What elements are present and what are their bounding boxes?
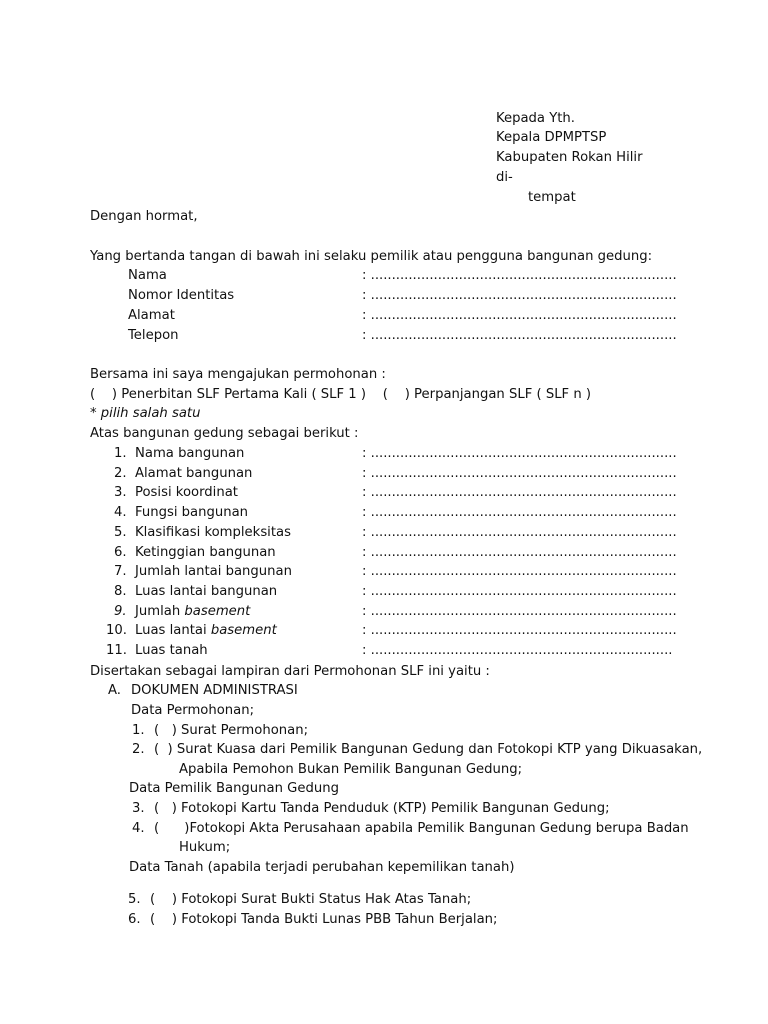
building-item-label-text: Ketinggian bangunan bbox=[135, 545, 276, 560]
building-item-value: : ......................................................................... bbox=[362, 584, 677, 599]
building-item-label-text: Alamat bangunan bbox=[135, 466, 253, 481]
field-label-nomor-identitas: Nomor Identitas bbox=[128, 288, 235, 303]
recipient-line-2: Kepala DPMPTSP bbox=[496, 130, 607, 145]
request-note bbox=[90, 406, 200, 422]
building-item-value: : ......................................................................... bbox=[362, 623, 677, 638]
building-item-num: 7. bbox=[114, 564, 127, 579]
building-item-num: 5. bbox=[114, 525, 127, 540]
item2-num: 2. bbox=[132, 742, 145, 757]
building-item-label bbox=[135, 623, 277, 639]
building-item-num: 8. bbox=[114, 584, 127, 599]
building-item-label bbox=[135, 466, 252, 482]
building-item-label-text: Nama bangunan bbox=[135, 446, 245, 461]
item4-text: ( )Fotokopi Akta Perusahaan apabila Pemilik Bangunan Gedung berupa Badan bbox=[154, 821, 689, 836]
building-item-label-text: Posisi koordinat bbox=[135, 485, 238, 500]
building-item-value: : ......................................................................... bbox=[362, 485, 677, 500]
building-item-label bbox=[135, 485, 238, 501]
building-item-value: : ......................................................................... bbox=[362, 525, 677, 540]
building-item-value: : ......................................................................... bbox=[362, 446, 677, 461]
note-star: * bbox=[90, 406, 101, 421]
building-item-value: : ......................................................................... bbox=[362, 545, 677, 560]
item1-text: ( ) Surat Permohonan; bbox=[154, 723, 309, 738]
request-options: ( ) Penerbitan SLF Pertama Kali ( SLF 1 ) ( ) Perpanjangan SLF ( SLF n ) bbox=[90, 387, 592, 402]
building-item-value: : ......................................................................... bbox=[362, 505, 677, 520]
building-item-label bbox=[135, 525, 291, 541]
item3-num: 3. bbox=[132, 801, 145, 816]
building-item-value: : ......................................................................... bbox=[362, 564, 677, 579]
building-item-num: 3. bbox=[114, 485, 127, 500]
building-item-label bbox=[135, 446, 244, 462]
building-item-value: : ......................................................................... bbox=[362, 604, 677, 619]
item5-num: 5. bbox=[128, 892, 141, 907]
field-label-alamat: Alamat bbox=[128, 308, 175, 323]
group3-title: Data Tanah (apabila terjadi perubahan kepemilikan tanah) bbox=[129, 860, 515, 875]
item6-num: 6. bbox=[128, 912, 141, 927]
building-item-label-text: Luas tanah bbox=[135, 643, 208, 658]
building-item-num: 6. bbox=[114, 545, 127, 560]
field-value-alamat: : ......................................................................... bbox=[362, 308, 677, 323]
item5-text: ( ) Fotokopi Surat Bukti Status Hak Atas Tanah; bbox=[150, 892, 472, 907]
building-item-label-text: Luas lantai bangunan bbox=[135, 584, 278, 599]
field-value-telepon: : ......................................................................... bbox=[362, 328, 677, 343]
building-item-num: 11. bbox=[106, 643, 127, 658]
building-item-num: 9. bbox=[114, 604, 127, 619]
building-item-label-italic: basement bbox=[210, 623, 277, 638]
building-item-value: : ........................................................................ bbox=[362, 643, 673, 658]
building-item-label-text: Luas lantai bbox=[135, 623, 211, 638]
intro-text: Yang bertanda tangan di bawah ini selaku pemilik atau pengguna bangunan gedung: bbox=[90, 249, 653, 264]
section-a-title: DOKUMEN ADMINISTRASI bbox=[131, 683, 298, 698]
item2-cont: Apabila Pemohon Bukan Pemilik Bangunan Gedung; bbox=[179, 762, 523, 777]
field-label-nama: Nama bbox=[128, 268, 167, 283]
building-intro: Atas bangunan gedung sebagai berikut : bbox=[90, 426, 359, 441]
field-label-telepon: Telepon bbox=[128, 328, 179, 343]
building-item-label-text: Klasifikasi kompleksitas bbox=[135, 525, 291, 540]
building-item-num: 1. bbox=[114, 446, 127, 461]
section-a-num: A. bbox=[108, 683, 121, 698]
building-item-label bbox=[135, 564, 292, 580]
recipient-line-5: tempat bbox=[528, 190, 576, 205]
recipient-line-1: Kepada Yth. bbox=[496, 111, 575, 126]
building-item-label bbox=[135, 643, 208, 659]
request-intro: Bersama ini saya mengajukan permohonan : bbox=[90, 367, 386, 382]
building-item-num: 2. bbox=[114, 466, 127, 481]
building-item-label-text: Jumlah bbox=[135, 604, 185, 619]
group1-title: Data Permohonan; bbox=[131, 703, 255, 718]
building-item-value: : ......................................................................... bbox=[362, 466, 677, 481]
building-item-label bbox=[135, 545, 276, 561]
note-text: pilih salah satu bbox=[100, 406, 201, 421]
building-item-label bbox=[135, 505, 248, 521]
item6-text: ( ) Fotokopi Tanda Bukti Lunas PBB Tahun Berjalan; bbox=[150, 912, 498, 927]
building-item-label-text: Jumlah lantai bangunan bbox=[135, 564, 292, 579]
attachments-intro: Disertakan sebagai lampiran dari Permohonan SLF ini yaitu : bbox=[90, 664, 490, 679]
recipient-line-4: di- bbox=[496, 170, 513, 185]
building-item-label-text: Fungsi bangunan bbox=[135, 505, 249, 520]
item1-num: 1. bbox=[132, 723, 145, 738]
group2-title: Data Pemilik Bangunan Gedung bbox=[129, 781, 339, 796]
building-item-num: 10. bbox=[106, 623, 127, 638]
item4-num: 4. bbox=[132, 821, 145, 836]
field-value-nomor-identitas: : ......................................................................... bbox=[362, 288, 677, 303]
building-item-num: 4. bbox=[114, 505, 127, 520]
field-value-nama: : ......................................................................... bbox=[362, 268, 677, 283]
building-item-label bbox=[135, 584, 277, 600]
item2-text: ( ) Surat Kuasa dari Pemilik Bangunan Gedung dan Fotokopi KTP yang Dikuasakan, bbox=[154, 742, 703, 757]
salutation: Dengan hormat, bbox=[90, 209, 198, 224]
item4-cont: Hukum; bbox=[179, 840, 231, 855]
building-item-label bbox=[135, 604, 250, 620]
item3-text: ( ) Fotokopi Kartu Tanda Penduduk (KTP) Pemilik Bangunan Gedung; bbox=[154, 801, 610, 816]
recipient-line-3: Kabupaten Rokan Hilir bbox=[496, 150, 643, 165]
building-item-label-italic: basement bbox=[184, 604, 251, 619]
